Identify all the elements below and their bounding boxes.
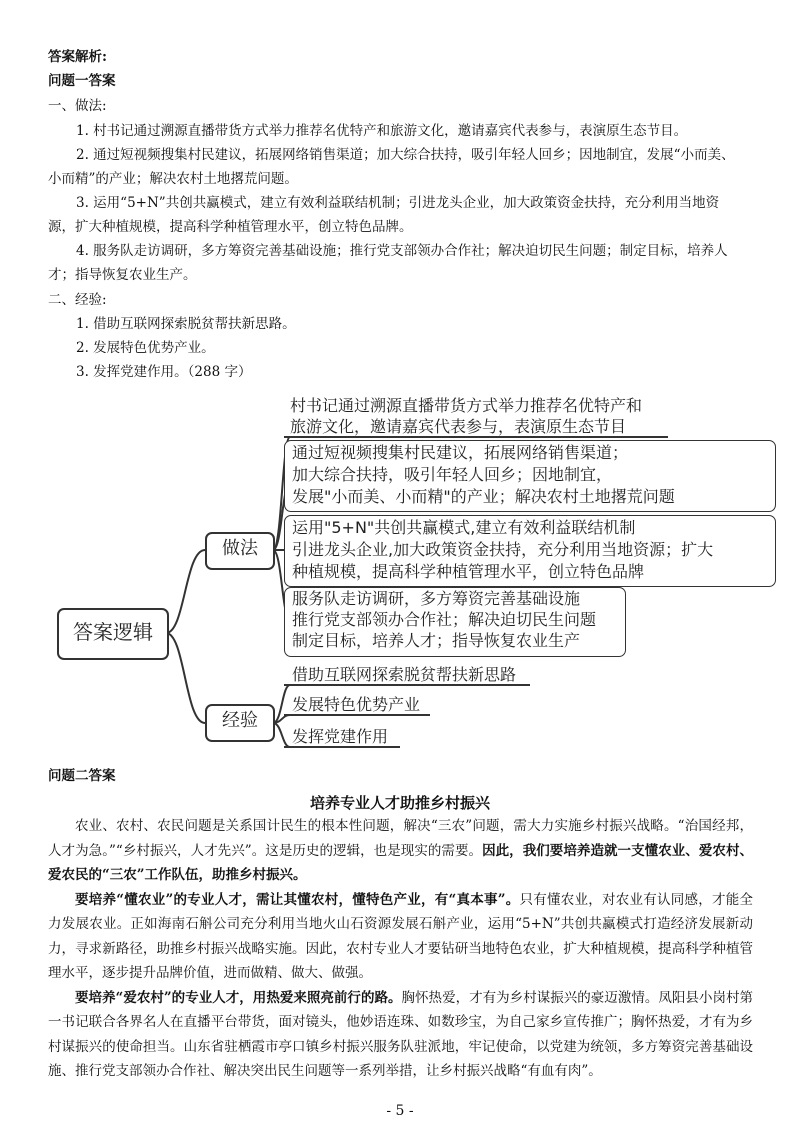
mindmap-method-leaf-4-line-1: 服务队走访调研，多方筹资完善基础设施 — [292, 589, 581, 608]
page-number: - 5 - — [386, 1103, 414, 1119]
method-item-4-cont: 才；指导恢复农业生产。 — [48, 267, 197, 283]
essay-body — [48, 814, 753, 1084]
experience-item-2: 2. 发展特色优势产业。 — [76, 340, 215, 356]
root-to-method-connector — [166, 550, 205, 633]
mindmap-method-leaf-1-line-2: 旅游文化，邀请嘉宾代表参与，表演原生态节目 — [290, 417, 627, 436]
mindmap-branch-experience-label: 经验 — [222, 710, 258, 731]
method-item-4: 4. 服务队走访调研，多方筹资完善基础设施；推行党支部领办合作社；解决迫切民生问题；制定目标，培养人 — [76, 243, 728, 259]
method-item-3-cont: 源，扩大种植规模，提高科学种植管理水平，创立特色品牌。 — [48, 219, 413, 235]
root-to-experience-connector — [166, 633, 205, 723]
method-heading: 一、做法: — [48, 98, 107, 114]
mindmap-method-leaf-3-line-1: 运用"5+N"共创共赢模式,建立有效利益联结机制 — [292, 518, 636, 537]
analysis-title: 答案解析: — [48, 49, 107, 65]
mindmap-experience-leaf-3: 发挥党建作用 — [292, 727, 389, 746]
experience-heading: 二、经验: — [48, 292, 107, 308]
method-item-3: 3. 运用“5+N”共创共赢模式，建立有效利益联结机制；引进龙头企业，加大政策资金扶持，充分利用当地资 — [76, 195, 720, 211]
method-item-2-cont: 小而精”的产业；解决农村土地撂荒问题。 — [48, 171, 298, 187]
mindmap-root-label: 答案逻辑 — [73, 620, 153, 644]
mindmap-method-leaf-1-line-1: 村书记通过溯源直播带货方式举力推荐名优特产和 — [290, 396, 643, 415]
q2-title: 问题二答案 — [48, 768, 116, 784]
mindmap-method-leaf-3-line-2: 引进龙头企业,加大政策资金扶持，充分利用当地资源；扩大 — [292, 540, 714, 559]
mindmap-method-leaf-2-line-2: 加大综合扶持，吸引年轻人回乡；因地制宜， — [292, 465, 613, 484]
experience-item-3: 3. 发挥党建作用。（288 字） — [76, 364, 252, 380]
mindmap-method-leaf-4-line-3: 制定目标，培养人才；指导恢复农业生产 — [292, 631, 581, 650]
mindmap-method-leaf-2-line-1: 通过短视频搜集村民建议，拓展网络销售渠道； — [292, 443, 629, 462]
q1-title: 问题一答案 — [48, 73, 116, 89]
mindmap-experience-leaf-1: 借助互联网探索脱贫帮扶新思路 — [292, 665, 517, 684]
essay-paragraph-3: 要培养“爱农村”的专业人才，用热爱来照亮前行的路。胸怀热爱，才有为乡村谋振兴的豪迈激情。凤阳县小岗村第一书记联合各界名人在直播平台带货，面对镜头，他妙语连珠、如数珍宝，为自己家乡宣传推广；胸怀热爱，才有为乡村谋振兴的使命担当。山东省驻栖霞市亭口镇乡村振兴服务队驻派地，牢记使命，以党建为统领，多方筹资完善基础设施、推行党支部领办合作社、解决突出民生问题等一系列举措，让乡村振兴战略“有血有肉”。 — [48, 989, 753, 1079]
essay-title: 培养专业人才助推乡村振兴 — [309, 794, 490, 812]
essay-paragraph-2: 要培养“懂农业”的专业人才，需让其懂农村，懂特色产业，有“真本事”。只有懂农业，对农业有认同感，才能全力发展农业。正如海南石斛公司充分利用当地火山石资源发展石斛产业，运用“5+N”共创共赢模式打造经济发展新动力，寻求新路径，助推乡村振兴战略实施。因此，农村专业人才要钻研当地特色农业，扩大种植规模，提高科学种植管理水平，逐步提升品牌价值，进而做精、做大、做强。 — [48, 891, 754, 981]
mindmap-branch-method-label: 做法 — [222, 538, 258, 559]
experience-item-1: 1. 借助互联网探索脱贫帮扶新思路。 — [76, 316, 296, 332]
mindmap-method-leaf-4-line-2: 推行党支部领办合作社；解决迫切民生问题 — [292, 610, 597, 629]
mindmap-method-leaf-3-line-3: 种植规模，提高科学种植管理水平，创立特色品牌 — [292, 562, 645, 581]
essay-paragraph-1: 农业、农村、农民问题是关系国计民生的根本性问题，解决“三农”问题，需大力实施乡村振兴战略。“治国经邦，人才为急。”“乡村振兴，人才先兴”。这是历史的逻辑，也是现实的需要。因此，我们要培养造就一支懂农业、爱农村、爱农民的“三农”工作队伍，助推乡村振兴。 — [48, 818, 753, 883]
method-item-2: 2. 通过短视频搜集村民建议，拓展网络销售渠道；加大综合扶持，吸引年轻人回乡；因地制宜，发展“小而美、 — [76, 147, 735, 163]
method-item-1: 1. 村书记通过溯源直播带货方式举力推荐名优特产和旅游文化，邀请嘉宾代表参与，表演原生态节目。 — [76, 123, 688, 139]
mindmap-experience-leaf-2: 发展特色优势产业 — [292, 695, 421, 714]
mindmap-method-leaf-2-line-3: 发展"小而美、小而精"的产业；解决农村土地撂荒问题 — [292, 487, 675, 506]
